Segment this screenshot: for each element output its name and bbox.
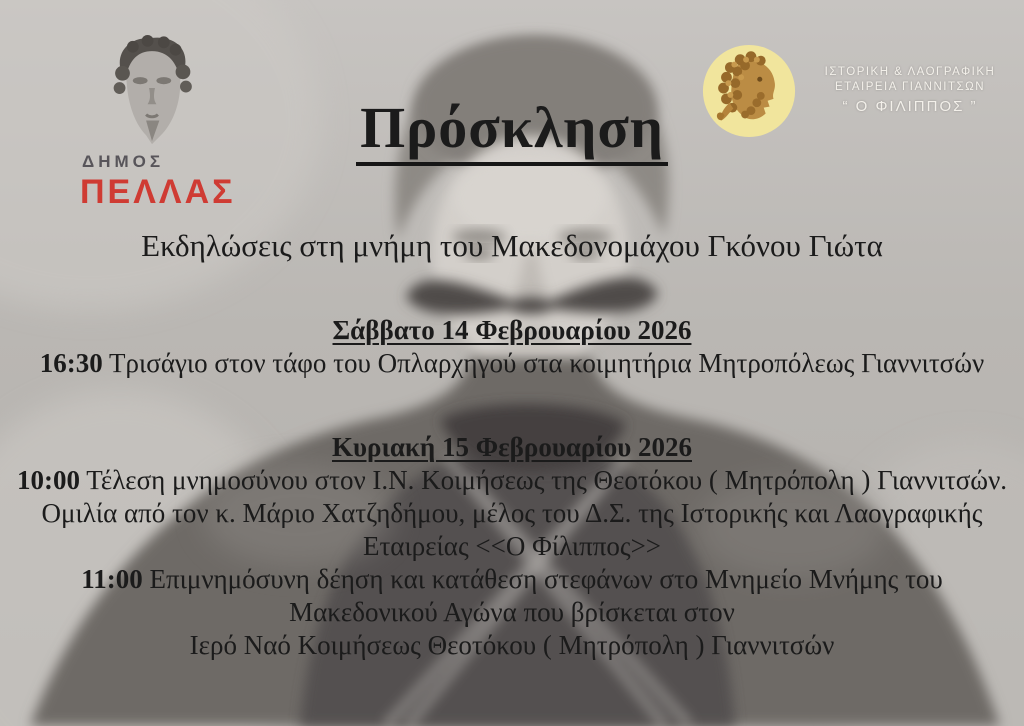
society-line-3: “ Ο ΦΙΛΙΠΠΟΣ ” [842, 98, 978, 115]
pellas-label: ΠΕΛΛΑΣ [80, 173, 236, 211]
philippos-society-logo [700, 42, 1010, 140]
poster-subtitle: Εκδηλώσεις στη μνήμη του Μακεδονομάχου Γκόνου Γιώτα [141, 228, 883, 263]
sunday-event2-line1 [0, 563, 1024, 596]
sunday-event1-line3: Εταιρείας <<Ο Φίλιππος>> [362, 531, 662, 561]
saturday-section [0, 314, 1024, 380]
saturday-heading: Σάββατο 14 Φεβρουαρίου 2026 [332, 315, 692, 345]
sunday-event1-line2: Ομιλία από τον κ. Μάριο Χατζηδήμου, μέλος του Δ.Σ. της Ιστορικής και Λαογραφικής [41, 498, 983, 528]
society-text [810, 65, 1010, 117]
page-title: Πρόσκληση [0, 94, 1024, 161]
saturday-event-time: 16:30 [39, 348, 103, 378]
sunday-event1-text1: Τέλεση μνημοσύνου στον Ι.Ν. Κοιμήσεως της Θεοτόκου ( Μητρόπολη ) Γιαννιτσών. [86, 465, 1008, 495]
saturday-event-line [0, 347, 1024, 380]
philip-coin-icon [700, 42, 798, 140]
sunday-event1-time: 10:00 [16, 465, 80, 495]
sunday-event2-line2: Μακεδονικού Αγώνα που βρίσκεται στον [289, 597, 735, 627]
dimos-label: ΔΗΜΟΣ [82, 152, 165, 171]
sunday-event2-time: 11:00 [81, 564, 143, 594]
saturday-event-text: Τρισάγιο στον τάφο του Οπλαρχηγού στα κοιμητήρια Μητροπόλεως Γιαννιτσών [109, 348, 985, 378]
sunday-event2-text1: Επιμνημόσυνη δέηση και κατάθεση στεφάνων στο Μνημείο Μνήμης του [149, 564, 943, 594]
sunday-section [0, 431, 1024, 662]
society-line-1: ΙΣΤΟΡΙΚΗ & ΛΑΟΓΡΑΦΙΚΗ [824, 66, 996, 78]
society-line-2: ΕΤΑΙΡΕΙΑ ΓΙΑΝΝΙΤΣΩΝ [834, 81, 985, 93]
sunday-event1-line1 [0, 464, 1024, 497]
sunday-heading: Κυριακή 15 Φεβρουαρίου 2026 [332, 432, 692, 462]
sunday-event2-line3: Ιερό Ναό Κοιμήσεως Θεοτόκου ( Μητρόπολη ) Γιαννιτσών [189, 630, 835, 660]
